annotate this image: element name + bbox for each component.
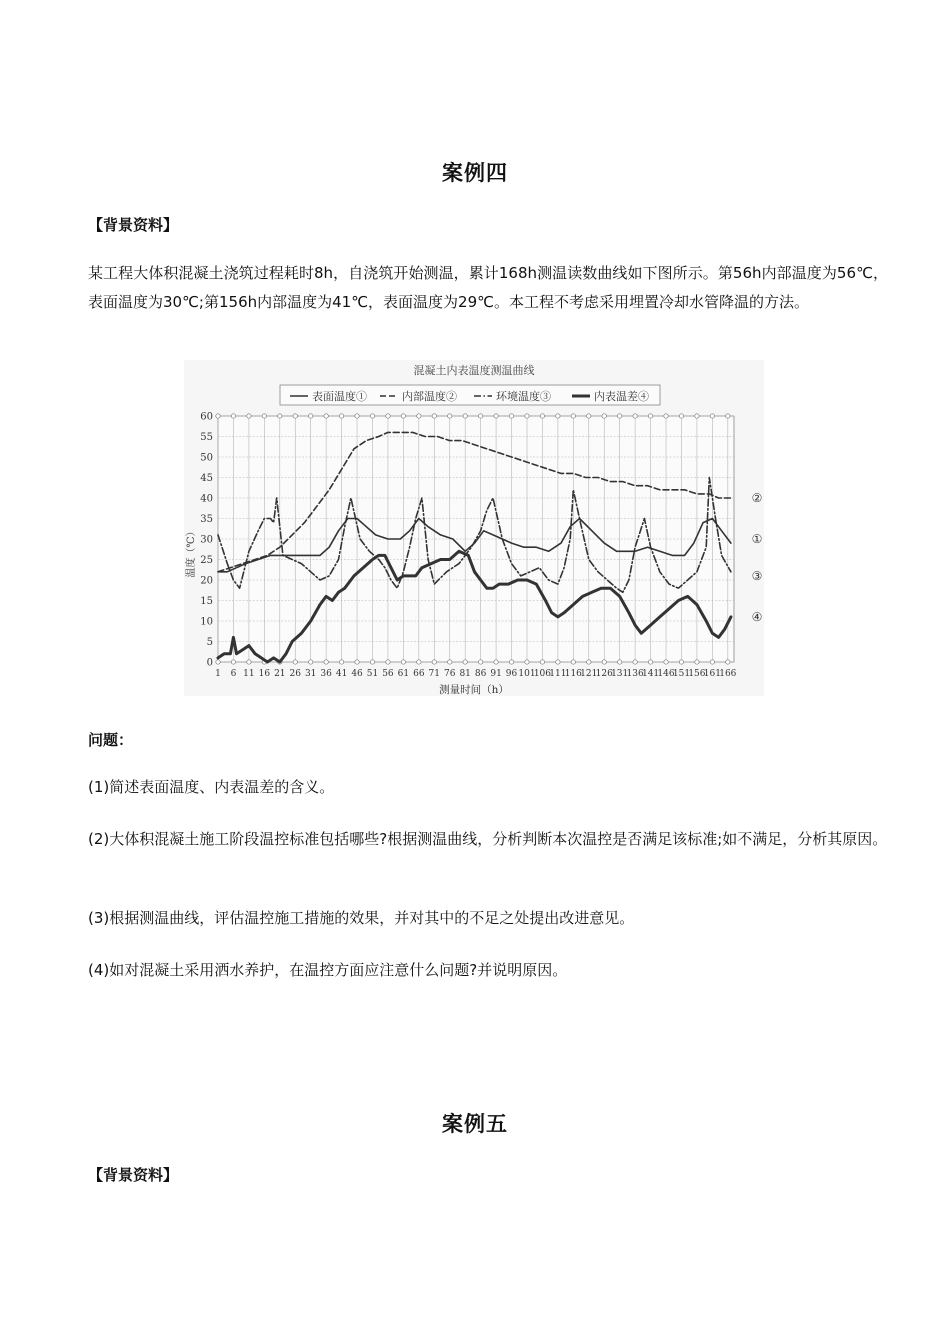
x-bottom-marker — [726, 660, 730, 664]
x-bottom-marker — [293, 660, 297, 664]
y-tick-label: 5 — [206, 637, 213, 648]
x-top-marker — [231, 414, 235, 418]
x-bottom-marker — [525, 660, 529, 664]
legend-label-3: 环境温度③ — [496, 390, 551, 403]
x-top-marker — [494, 414, 498, 418]
case4-background-text — [88, 259, 888, 317]
x-bottom-marker — [386, 660, 390, 664]
x-tick-label: 111 — [549, 669, 567, 679]
series-end-label-3: ③ — [751, 568, 763, 583]
x-top-marker — [679, 414, 683, 418]
y-tick-label: 50 — [200, 452, 213, 464]
chart-legend — [280, 385, 660, 405]
x-tick-label: 86 — [474, 669, 487, 679]
x-top-marker — [710, 414, 714, 418]
x-bottom-marker — [355, 660, 359, 664]
x-bottom-marker — [571, 660, 575, 664]
y-tick-label: 20 — [200, 575, 213, 587]
x-top-marker — [602, 414, 606, 418]
x-tick-label: 76 — [444, 669, 456, 679]
x-bottom-marker — [509, 660, 513, 664]
x-top-marker — [695, 414, 699, 418]
y-tick-label: 45 — [200, 473, 213, 484]
x-top-marker — [278, 414, 282, 418]
x-tick-label: 131 — [611, 669, 629, 679]
x-top-marker — [432, 414, 436, 418]
x-top-marker — [648, 414, 652, 418]
x-top-marker — [262, 414, 266, 418]
x-bottom-marker — [617, 660, 621, 664]
series-end-label-1: ① — [751, 532, 763, 546]
y-tick-label: 30 — [200, 534, 213, 546]
x-tick-label: 21 — [274, 669, 286, 679]
chart-end-labels — [752, 491, 763, 624]
x-bottom-marker — [648, 660, 652, 664]
x-bottom-marker — [339, 660, 343, 664]
x-tick-label: 91 — [490, 669, 502, 679]
x-top-marker — [726, 414, 730, 418]
y-tick-label: 35 — [200, 514, 213, 525]
x-tick-label: 136 — [626, 669, 644, 679]
x-bottom-marker — [231, 660, 235, 664]
x-bottom-marker — [448, 660, 452, 664]
question-1: (1)简述表面温度、内表温差的含义。 — [88, 778, 335, 796]
x-tick-label: 146 — [657, 669, 675, 679]
x-tick-label: 141 — [641, 669, 660, 679]
x-bottom-marker — [478, 660, 482, 664]
y-tick-label: 0 — [206, 657, 213, 669]
x-tick-label: 106 — [533, 669, 552, 679]
x-tick-label: 101 — [518, 669, 536, 679]
x-bottom-marker — [664, 660, 668, 664]
x-tick-label: 71 — [428, 669, 441, 679]
x-bottom-marker — [587, 660, 591, 664]
x-tick-label: 51 — [366, 669, 379, 679]
legend-label-1: 表面温度① — [312, 390, 367, 403]
x-bottom-marker — [370, 660, 374, 664]
x-tick-label: 116 — [564, 669, 582, 679]
x-bottom-marker — [633, 660, 637, 664]
x-tick-label: 26 — [289, 669, 301, 679]
x-tick-label: 16 — [258, 669, 271, 679]
x-bottom-marker — [556, 660, 560, 664]
x-top-marker — [571, 414, 575, 418]
x-top-marker — [386, 414, 390, 418]
series-end-label-4: ④ — [751, 609, 763, 624]
x-tick-label: 121 — [580, 669, 598, 679]
y-tick-label: 60 — [200, 411, 213, 423]
x-top-marker — [401, 414, 405, 418]
x-bottom-marker — [463, 660, 467, 664]
x-top-marker — [617, 414, 621, 418]
x-top-marker — [216, 414, 220, 418]
x-tick-label: 96 — [505, 669, 518, 679]
x-top-marker — [370, 414, 374, 418]
temperature-chart-svg — [184, 360, 764, 696]
x-top-marker — [293, 414, 297, 418]
x-top-marker — [556, 414, 560, 418]
question-3: (3)根据测温曲线，评估温控施工措施的效果，并对其中的不足之处提出改进意见。 — [88, 909, 635, 927]
y-tick-label: 25 — [200, 555, 213, 566]
legend-label-4: 内表温差④ — [594, 390, 649, 403]
x-top-marker — [308, 414, 312, 418]
x-tick-label: 161 — [703, 669, 721, 679]
x-bottom-marker — [216, 660, 220, 664]
x-bottom-marker — [540, 660, 544, 664]
x-top-marker — [664, 414, 668, 418]
x-tick-label: 41 — [335, 669, 348, 679]
x-bottom-marker — [247, 660, 251, 664]
case4-background-label: 【背景资料】 — [88, 216, 179, 234]
x-bottom-marker — [417, 660, 421, 664]
chart-title: 混凝土内表温度测温曲线 — [413, 364, 535, 377]
x-tick-label: 6 — [230, 669, 237, 679]
case5-title: 案例五 — [442, 1112, 508, 1136]
question-2: (2)大体积混凝土施工阶段温控标准包括哪些?根据测温曲线，分析判断本次温控是否满足该标准;如不满足，分析其原因。 — [88, 830, 888, 848]
x-tick-label: 61 — [397, 669, 410, 679]
x-tick-label: 36 — [320, 669, 332, 679]
x-top-marker — [525, 414, 529, 418]
y-tick-label: 55 — [200, 432, 213, 443]
x-top-marker — [448, 414, 452, 418]
x-tick-label: 46 — [351, 669, 363, 679]
case4-title: 案例四 — [442, 161, 508, 185]
x-bottom-marker — [602, 660, 606, 664]
x-top-marker — [633, 414, 637, 418]
x-bottom-marker — [494, 660, 498, 664]
x-top-marker — [247, 414, 251, 418]
x-top-marker — [355, 414, 359, 418]
x-tick-label: 31 — [304, 669, 317, 679]
x-tick-label: 126 — [595, 669, 613, 679]
x-tick-label: 151 — [672, 669, 691, 679]
x-bottom-marker — [324, 660, 328, 664]
x-top-marker — [463, 414, 467, 418]
chart-y-axis-label: 温度（℃） — [186, 526, 197, 578]
legend-label-2: 内部温度② — [402, 390, 457, 403]
y-tick-label: 10 — [200, 616, 213, 628]
x-bottom-marker — [710, 660, 714, 664]
x-top-marker — [509, 414, 513, 418]
x-bottom-marker — [695, 660, 699, 664]
x-bottom-marker — [308, 660, 312, 664]
x-top-marker — [417, 414, 421, 418]
x-bottom-marker — [401, 660, 405, 664]
x-top-marker — [587, 414, 591, 418]
x-tick-label: 81 — [459, 669, 471, 679]
x-bottom-marker — [679, 660, 683, 664]
chart-grid — [216, 414, 734, 664]
x-tick-label: 56 — [382, 669, 394, 679]
x-tick-label: 66 — [413, 669, 425, 679]
case4-background-body: 某工程大体积混凝土浇筑过程耗时8h，自浇筑开始测温，累计168h测温读数曲线如下图所示。第56h内部温度为56℃，表面温度为30℃;第156h内部温度为41℃，表面温度为29℃。本工程不考虑采用埋置冷却水管降温的方法。 — [88, 264, 888, 311]
x-tick-label: 156 — [688, 669, 706, 679]
x-top-marker — [324, 414, 328, 418]
y-tick-label: 40 — [200, 493, 213, 505]
x-tick-label: 1 — [215, 669, 221, 679]
case5-background-label: 【背景资料】 — [88, 1166, 179, 1184]
x-top-marker — [540, 414, 544, 418]
temperature-chart — [184, 360, 764, 696]
x-bottom-marker — [432, 660, 436, 664]
chart-x-axis-label: 测量时间（h） — [439, 684, 509, 696]
x-top-marker — [478, 414, 482, 418]
series-end-label-2: ② — [751, 491, 763, 505]
x-top-marker — [339, 414, 343, 418]
y-tick-label: 15 — [200, 596, 213, 607]
x-tick-label: 166 — [719, 669, 737, 679]
x-tick-label: 11 — [243, 669, 255, 679]
question-4: (4)如对混凝土采用洒水养护，在温控方面应注意什么问题?并说明原因。 — [88, 961, 568, 979]
questions-label: 问题： — [88, 731, 134, 749]
